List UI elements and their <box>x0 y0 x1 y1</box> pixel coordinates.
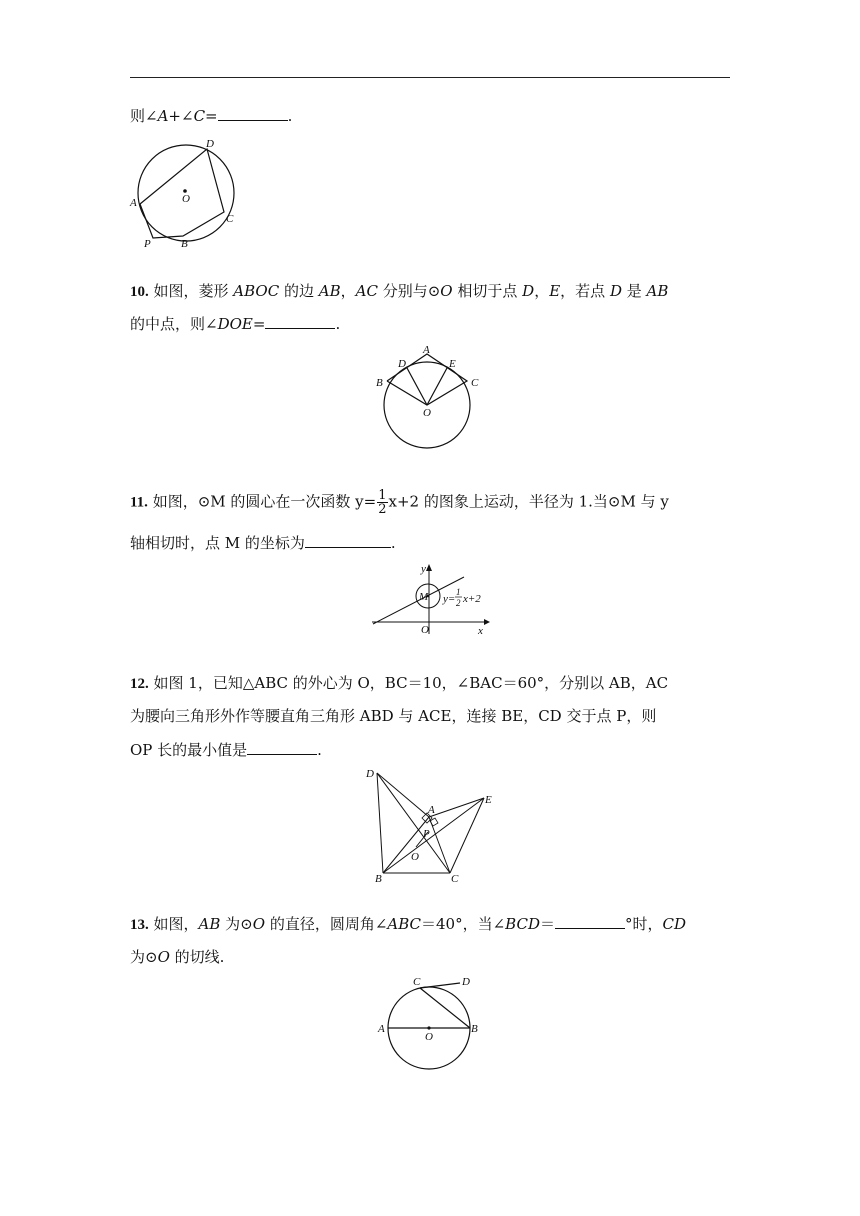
q10-t11: ， <box>534 282 550 300</box>
q11-line1 <box>130 489 669 516</box>
q11-t2: x+2 的图象上运动，半径为 1.当⊙M 与 y <box>388 492 669 511</box>
q10-t4: AB <box>318 282 341 300</box>
q13-t12: 为⊙ <box>130 948 158 966</box>
q13-t3: 为⊙ <box>220 915 253 933</box>
q10-t14: D <box>609 282 622 300</box>
q10-label-a: A <box>423 344 430 356</box>
q13-figure <box>374 974 494 1070</box>
q13-t8: BCD <box>505 915 540 933</box>
q10-label-c: C <box>471 377 479 389</box>
q10-t6: AC <box>355 282 378 300</box>
q9-label-c: C <box>226 213 234 225</box>
q10-t7: 分别与⊙ <box>377 282 441 300</box>
q12-t3: OP 长的最小值是 <box>130 741 248 759</box>
q12-t2: 为腰向三角形外作等腰直角三角形 ABD 与 ACE，连接 BE，CD 交于点 P，则 <box>130 707 657 725</box>
q11-eq-pre: y= <box>443 593 456 605</box>
q10-t1: 如图，菱形 <box>148 282 234 300</box>
q13-label-c: C <box>413 976 421 988</box>
q13-t14: 的切线. <box>169 948 225 966</box>
q10-answer-blank[interactable] <box>265 314 335 329</box>
q11-frac-den: 2 <box>378 502 387 517</box>
q13-t6: ABC <box>387 915 422 933</box>
q12-figure <box>362 765 502 885</box>
q12-t1: 如图 1，已知△ABC 的外心为 O，BC＝10，∠BAC＝60°，分别以 AB，AC <box>148 674 669 692</box>
q13-t5: 的直径，圆周角∠ <box>265 915 388 933</box>
q13-t1: 如图， <box>148 915 199 933</box>
q11-label-m: M <box>419 591 429 603</box>
q10-line2 <box>130 314 340 334</box>
q10-line1 <box>130 281 668 302</box>
q12-label-p: P <box>423 828 430 840</box>
q9-label-p: P <box>144 238 151 250</box>
q13-t13: O <box>157 948 170 966</box>
q9-var-a: A <box>157 107 169 125</box>
q12-line3 <box>130 740 322 760</box>
q11-figure <box>368 562 498 640</box>
q9-var-c: C <box>193 107 206 125</box>
q10-t17: 的中点，则∠ <box>130 315 218 333</box>
q11-number: 11. <box>130 494 148 511</box>
q10-label-o: O <box>423 407 431 419</box>
q10-label-d: D <box>398 358 406 370</box>
q9-figure <box>125 132 245 254</box>
q12-label-c: C <box>451 873 459 885</box>
q13-number: 13. <box>130 917 149 933</box>
q10-t13: ，若点 <box>560 282 610 300</box>
q12-line1 <box>130 673 668 694</box>
q9-text-eq: = <box>205 107 218 125</box>
q11-label-o: O <box>421 624 429 636</box>
q13-answer-blank[interactable] <box>555 914 625 929</box>
q13-line1 <box>130 914 686 935</box>
q13-label-o: O <box>425 1031 433 1043</box>
q9-text-plus: +∠ <box>168 107 194 125</box>
q10-label-e: E <box>449 358 456 370</box>
q12-number: 12. <box>130 676 149 692</box>
q13-label-b: B <box>471 1023 478 1035</box>
q12-answer-blank[interactable] <box>247 740 317 755</box>
q12-line2 <box>130 706 656 726</box>
q13-t2: AB <box>198 915 221 933</box>
q13-line2 <box>130 947 224 967</box>
q11-label-x: x <box>478 625 483 637</box>
q11-frac-num: 1 <box>378 488 387 503</box>
q10-t16: AB <box>646 282 669 300</box>
q13-label-d: D <box>462 976 470 988</box>
header-rule <box>130 77 730 78</box>
q13-t9: ＝ <box>539 915 555 933</box>
q9-label-d: D <box>206 138 214 150</box>
q10-number: 10. <box>130 284 149 300</box>
q11-t3: 轴相切时，点 M 的坐标为 <box>130 534 305 552</box>
q11-line2 <box>130 533 396 553</box>
q13-t11: CD <box>662 915 687 933</box>
q10-t2: ABOC <box>233 282 280 300</box>
q9-text <box>130 106 292 126</box>
q10-t20: . <box>335 315 341 333</box>
q11-eq-num: 1 <box>456 587 461 597</box>
q11-t4: . <box>390 534 396 552</box>
q10-label-b: B <box>376 377 383 389</box>
q10-t9: 相切于点 <box>452 282 523 300</box>
q10-t18: DOE <box>217 315 253 333</box>
q10-figure <box>372 343 492 451</box>
q10-t5: ， <box>340 282 356 300</box>
q12-label-o: O <box>411 851 419 863</box>
q12-label-e: E <box>485 794 492 806</box>
q11-eq-den: 2 <box>456 598 461 608</box>
q9-label-a: A <box>130 197 137 209</box>
q12-label-a: A <box>428 804 435 816</box>
q12-t4: . <box>317 741 322 759</box>
q9-text-end: . <box>287 107 293 125</box>
q13-t7: ＝40°，当∠ <box>421 915 506 933</box>
q11-fraction <box>377 489 387 516</box>
q11-label-y: y <box>421 563 426 575</box>
q9-text-pre: 则∠ <box>130 107 158 125</box>
q13-label-a: A <box>378 1023 385 1035</box>
q10-t3: 的边 <box>279 282 319 300</box>
q13-t4: O <box>252 915 266 933</box>
q10-t10: D <box>522 282 535 300</box>
q12-label-b: B <box>375 873 382 885</box>
q10-t19: = <box>252 315 266 333</box>
q11-answer-blank[interactable] <box>305 533 391 548</box>
q10-t15: 是 <box>621 282 647 300</box>
q9-label-o: O <box>182 193 190 205</box>
q9-label-b: B <box>181 238 188 250</box>
q9-answer-blank[interactable] <box>218 106 288 121</box>
q11-t1: 如图，⊙M 的圆心在一次函数 y= <box>147 492 377 511</box>
q10-t8: O <box>440 282 453 300</box>
q12-label-d: D <box>366 768 374 780</box>
q13-t10: °时， <box>625 915 663 933</box>
q10-t12: E <box>549 282 561 300</box>
q11-eq-post: x+2 <box>463 593 481 605</box>
